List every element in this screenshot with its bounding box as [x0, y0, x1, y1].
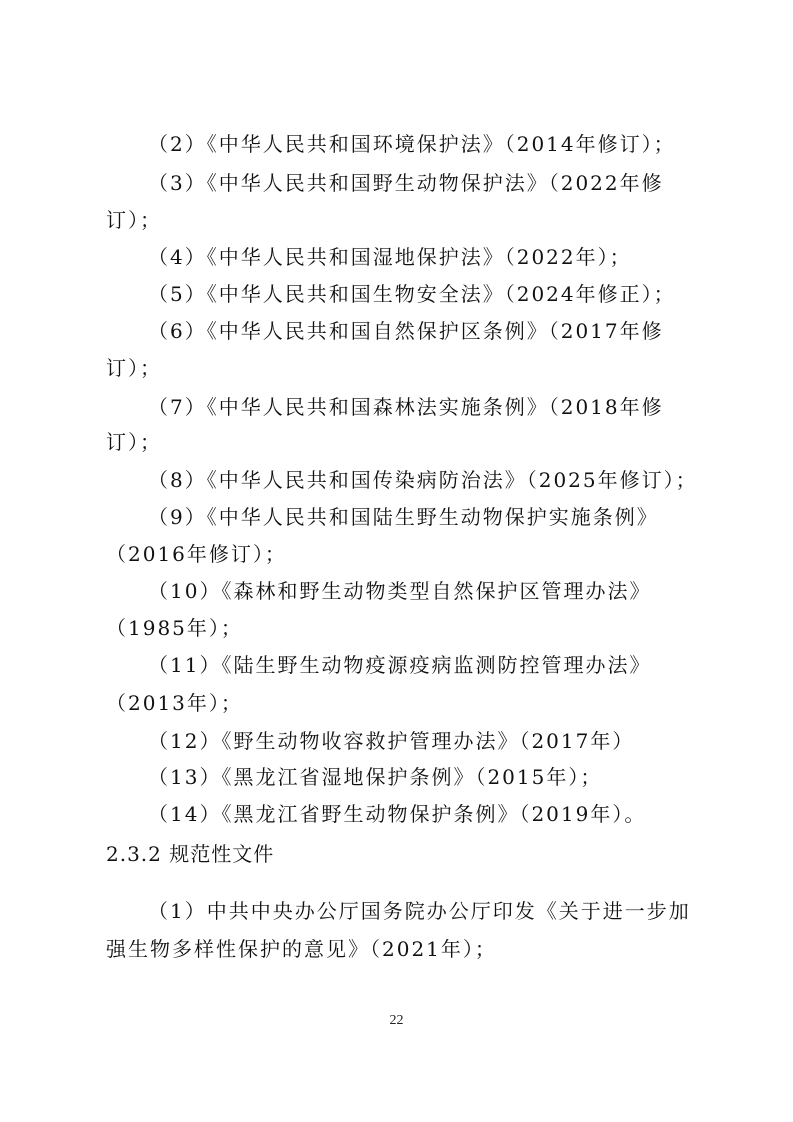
- list-item: （2）《中华人民共和国环境保护法》（2014年修订）；: [148, 132, 676, 156]
- list-item: （1985年）；: [106, 616, 243, 640]
- page-number: 22: [389, 1013, 404, 1028]
- list-item: 订）；: [106, 208, 162, 232]
- list-item: （7）《中华人民共和国森林法实施条例》（2018年修: [148, 395, 664, 419]
- list-item: （13）《黑龙江省湿地保护条例》（2015年）；: [148, 765, 603, 789]
- list-item: （2016年修订）；: [106, 542, 287, 566]
- list-item: （11）《陆生野生动物疫源疫病监测防控管理办法》: [148, 653, 652, 677]
- section-heading: 2.3.2 规范性文件: [106, 842, 275, 866]
- list-item: （1）中共中央办公厅国务院办公厅印发《关于进一步加: [148, 899, 691, 923]
- list-item: （10）《森林和野生动物类型自然保护区管理办法》: [148, 579, 652, 603]
- list-item: （2013年）；: [106, 691, 243, 715]
- list-item: 订）；: [106, 356, 162, 380]
- list-item: （9）《中华人民共和国陆生野生动物保护实施条例》: [148, 505, 659, 529]
- list-item: （14）《黑龙江省野生动物保护条例》（2019年）。: [148, 802, 647, 826]
- list-item: （4）《中华人民共和国湿地保护法》（2022年）；: [148, 245, 632, 269]
- list-item: （5）《中华人民共和国生物安全法》（2024年修正）；: [148, 282, 676, 306]
- list-item: （8）《中华人民共和国传染病防治法》（2025年修订）；: [148, 468, 698, 492]
- list-item: （3）《中华人民共和国野生动物保护法》（2022年修: [148, 171, 664, 195]
- list-item: （12）《野生动物收容救护管理办法》（2017年）: [148, 729, 635, 753]
- list-item: 订）；: [106, 430, 162, 454]
- list-item: 强生物多样性保护的意见》（2021年）；: [106, 937, 497, 961]
- list-item: （6）《中华人民共和国自然保护区条例》（2017年修: [148, 319, 664, 343]
